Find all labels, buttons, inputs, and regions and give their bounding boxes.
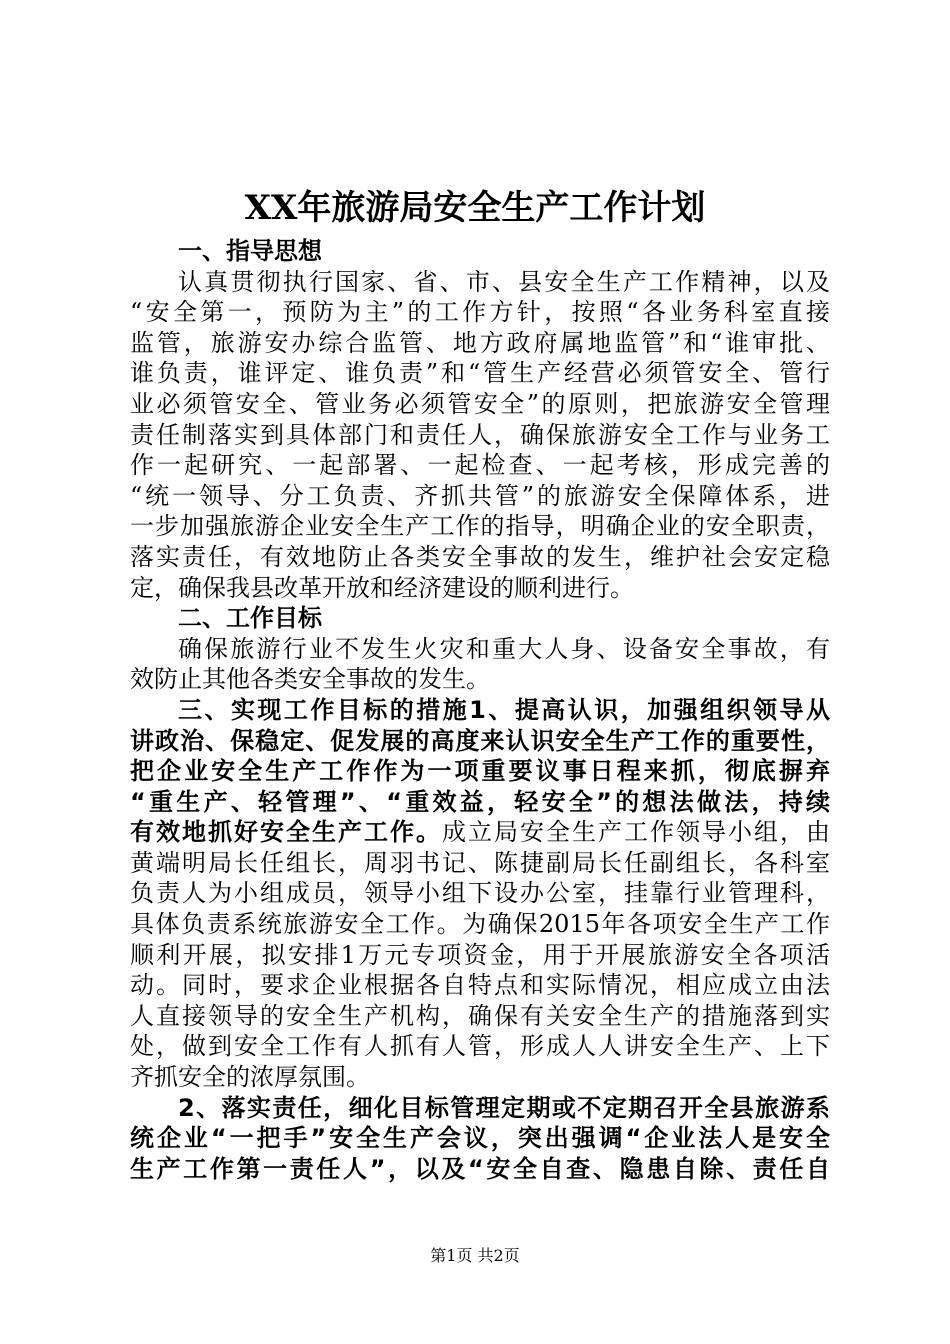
paragraph-line-mixed bbox=[130, 817, 830, 848]
paragraph-line-bold: 讲政治、保稳定、促发展的高度来认识安全生产工作的重要性， bbox=[130, 726, 830, 755]
document-body bbox=[130, 236, 830, 1184]
paragraph-line: 黄端明局长任组长，周羽书记、陈捷副局长任副组长，各科室 bbox=[130, 848, 830, 877]
paragraph-line: 谁负责，谁评定、谁负责”和“管生产经营必须管安全、管行 bbox=[130, 359, 830, 388]
paragraph-line-bold: 2、落实责任，细化目标管理定期或不定期召开全县旅游系 bbox=[178, 1093, 830, 1122]
paragraph-line: 落实责任，有效地防止各类安全事故的发生，维护社会安定稳 bbox=[130, 542, 830, 571]
paragraph-line: 顺利开展，拟安排1万元专项资金，用于开展旅游安全各项活 bbox=[130, 940, 830, 969]
page-footer: 第1页 共2页 bbox=[430, 1246, 520, 1265]
paragraph-line: 一步加强旅游企业安全生产工作的指导，明确企业的安全职责， bbox=[130, 512, 830, 541]
paragraph-line: 负责人为小组成员，领导小组下设办公室，挂靠行业管理科， bbox=[130, 879, 830, 908]
paragraph-line: 效防止其他各类安全事故的发生。 bbox=[130, 665, 490, 694]
section-heading-work-goals: 二、工作目标 bbox=[178, 604, 322, 633]
paragraph-line-bold: “重生产、轻管理”、“重效益，轻安全”的想法做法，持续 bbox=[130, 787, 830, 816]
paragraph-line-bold: 把企业安全生产工作作为一项重要议事日程来抓，彻底摒弃 bbox=[130, 757, 830, 786]
section-heading-guiding-ideology: 一、指导思想 bbox=[178, 237, 322, 265]
paragraph-line: 动。同时，要求企业根据各自特点和实际情况，相应成立由法 bbox=[130, 971, 830, 1000]
paragraph-line-bold: 生产工作第一责任人”，以及“安全自查、隐患自除、责任自 bbox=[130, 1154, 830, 1183]
paragraph-line: 监管，旅游安办综合监管、地方政府属地监管”和“谁审批、 bbox=[130, 328, 830, 357]
document-title: XX年旅游局安全生产工作计划 bbox=[244, 188, 706, 228]
paragraph-line-bold: 统企业“一把手”安全生产会议，突出强调“企业法人是安全 bbox=[130, 1124, 830, 1153]
paragraph-line-regular-part: 成立局安全生产工作领导小组，由 bbox=[442, 818, 830, 847]
section-heading-measures: 三、实现工作目标的措施1、提高认识，加强组织领导从 bbox=[178, 695, 830, 724]
paragraph-line: 业必须管安全、管业务必须管安全”的原则，把旅游安全管理 bbox=[130, 389, 830, 418]
paragraph-line: 责任制落实到具体部门和责任人，确保旅游安全工作与业务工 bbox=[130, 420, 830, 449]
paragraph-line: “安全第一，预防为主”的工作方针，按照“各业务科室直接 bbox=[130, 298, 830, 327]
paragraph-line: 作一起研究、一起部署、一起检查、一起考核，形成完善的 bbox=[130, 451, 830, 480]
paragraph-line: 确保旅游行业不发生火灾和重大人身、设备安全事故，有 bbox=[178, 634, 830, 663]
paragraph-line: 人直接领导的安全生产机构，确保有关安全生产的措施落到实 bbox=[130, 1001, 830, 1030]
paragraph-line: 齐抓安全的浓厚氛围。 bbox=[130, 1063, 370, 1092]
paragraph-line-bold-part: 有效地抓好安全生产工作。 bbox=[130, 818, 442, 847]
paragraph-line: 处，做到安全工作有人抓有人管，形成人人讲安全生产、上下 bbox=[130, 1032, 830, 1061]
paragraph-line: 认真贯彻执行国家、省、市、县安全生产工作精神，以及 bbox=[178, 267, 830, 296]
paragraph-line: 具体负责系统旅游安全工作。为确保2015年各项安全生产工作 bbox=[130, 910, 830, 939]
paragraph-line: 定，确保我县改革开放和经济建设的顺利进行。 bbox=[130, 573, 634, 602]
paragraph-line: “统一领导、分工负责、齐抓共管”的旅游安全保障体系，进 bbox=[130, 481, 830, 510]
